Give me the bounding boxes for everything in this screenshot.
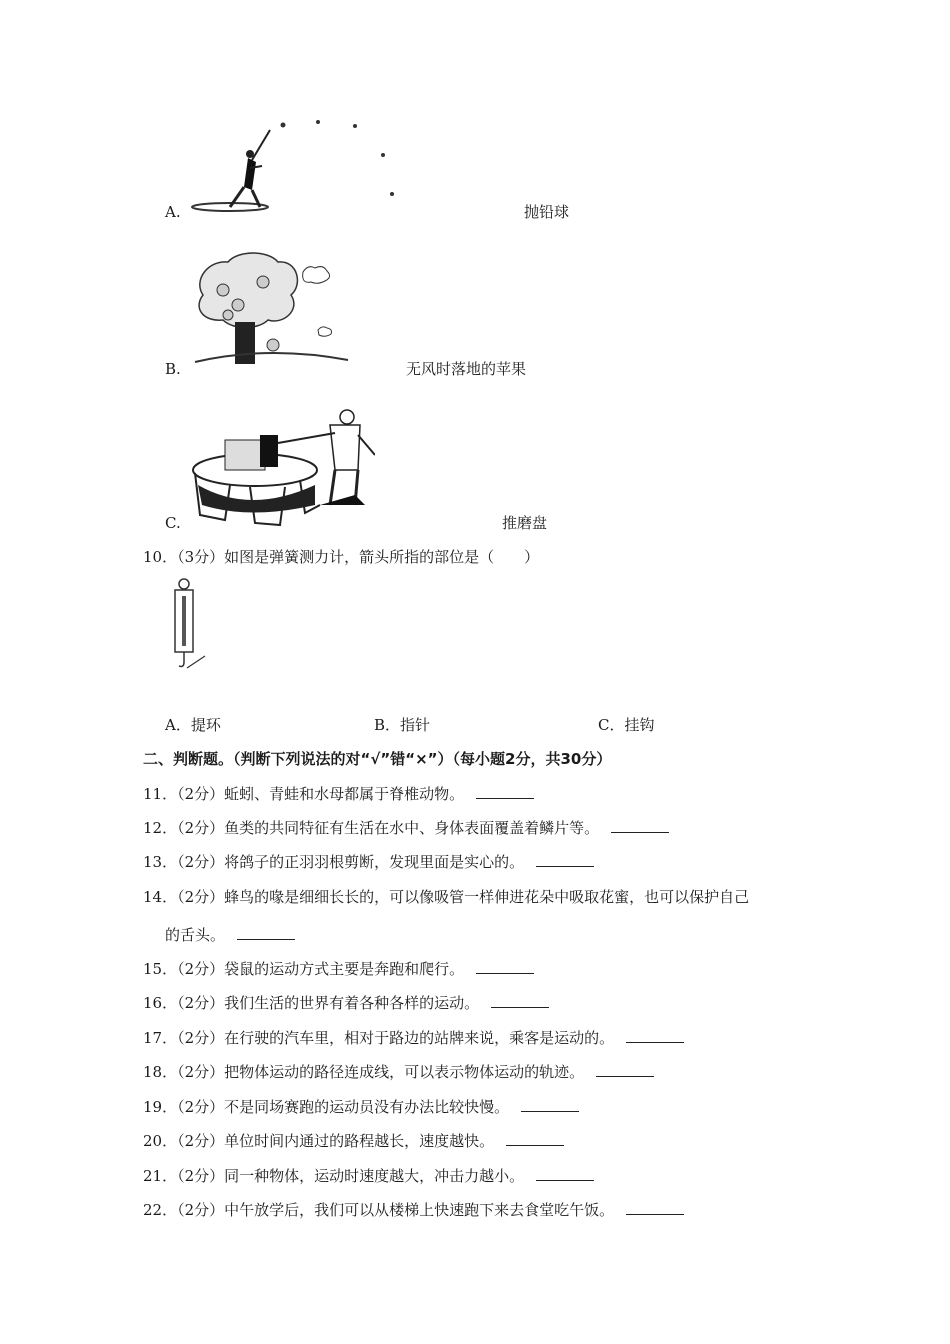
option-b-caption: 无风时落地的苹果 — [406, 360, 527, 378]
option-c-letter: C. — [165, 514, 181, 532]
option-a-caption: 抛铅球 — [524, 203, 570, 221]
answer-blank[interactable] — [611, 820, 669, 833]
answer-blank[interactable] — [596, 1064, 654, 1077]
section-2-heading: 二、判断题。（判断下列说法的对“√”错“×”）（每小题2分，共30分） — [143, 750, 612, 768]
question-22: 22．（2分）中午放学后，我们可以从楼梯上快速跑下来去食堂吃午饭。 — [143, 1201, 684, 1219]
answer-blank[interactable] — [476, 786, 534, 799]
option-c-caption: 推磨盘 — [502, 514, 548, 532]
q10-option-c: C．挂钩 — [598, 716, 655, 734]
question-14: 14．（2分）蜂鸟的喙是细细长长的，可以像吸管一样伸进花朵中吸取花蜜，也可以保护自己 — [143, 888, 750, 906]
answer-blank[interactable] — [506, 1133, 564, 1146]
shot-put-thrower-figure — [190, 112, 400, 212]
question-19: 19．（2分）不是同场赛跑的运动员没有办法比较快慢。 — [143, 1098, 579, 1116]
answer-blank[interactable] — [476, 961, 534, 974]
answer-blank[interactable] — [626, 1202, 684, 1215]
answer-blank[interactable] — [521, 1099, 579, 1112]
millstone-pushing-figure — [190, 405, 375, 530]
spring-scale-figure — [165, 578, 210, 676]
question-13: 13．（2分）将鸽子的正羽羽根剪断，发现里面是实心的。 — [143, 853, 594, 871]
question-17: 17．（2分）在行驶的汽车里，相对于路边的站牌来说，乘客是运动的。 — [143, 1029, 684, 1047]
q10-option-a: A．提环 — [165, 716, 221, 734]
question-18: 18．（2分）把物体运动的路径连成线，可以表示物体运动的轨迹。 — [143, 1063, 654, 1081]
option-a-letter: A. — [165, 203, 181, 221]
option-b-letter: B. — [165, 360, 181, 378]
answer-blank[interactable] — [536, 1168, 594, 1181]
question-21: 21．（2分）同一种物体，运动时速度越大，冲击力越小。 — [143, 1167, 594, 1185]
question-10-stem: 10．（3分）如图是弹簧测力计，箭头所指的部位是（ ） — [143, 548, 540, 566]
answer-blank[interactable] — [491, 995, 549, 1008]
question-16: 16．（2分）我们生活的世界有着各种各样的运动。 — [143, 994, 549, 1012]
question-11: 11．（2分）蚯蚓、青蛙和水母都属于脊椎动物。 — [143, 785, 534, 803]
question-12: 12．（2分）鱼类的共同特征有生活在水中、身体表面覆盖着鳞片等。 — [143, 819, 669, 837]
apple-tree-figure — [193, 250, 353, 370]
q10-option-b: B．指针 — [374, 716, 431, 734]
answer-blank[interactable] — [626, 1030, 684, 1043]
question-20: 20．（2分）单位时间内通过的路程越长，速度越快。 — [143, 1132, 564, 1150]
answer-blank[interactable] — [536, 854, 594, 867]
question-14-continued: 的舌头。 — [165, 926, 295, 944]
answer-blank[interactable] — [237, 927, 295, 940]
question-15: 15．（2分）袋鼠的运动方式主要是奔跑和爬行。 — [143, 960, 534, 978]
